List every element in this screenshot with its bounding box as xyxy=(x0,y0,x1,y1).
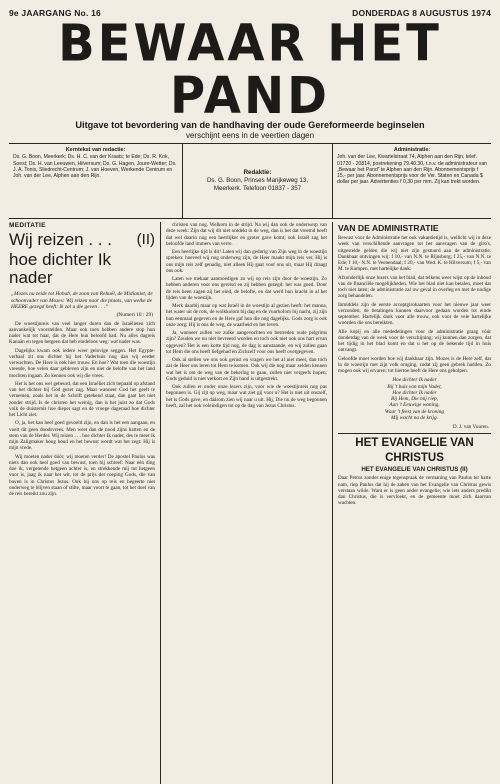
administration-text: Joh. van der Lee, Kwartelstraat 74, Alphen aan den Rijn, telef. 01720 - 20814, postrekening 79.40.30, t.n.v. de administrateur van „Bewaar het Pand” te Alphen aan den Rijn. Abonnementsprijs f 15,- per jaar. Abonnementsprijs voor de Ver. Staten en Canada $ dollar per jaar. Advertenties f 0,30 per mm. Zij kan trekt worden. xyxy=(337,154,487,186)
paragraph: Daar Petrus zonder enige tegenspraak de vermaning van Paulus ter harte nam, riep Paulus dat hij de zaken van het Evangelie van Christus gewis verstaan wilde. Want er is geen ander evangelie; wie iets anders predikt dan Christus, die is vervloekt, en de gemeente moet zich daarvan wachten. xyxy=(338,475,491,507)
administration-column xyxy=(333,222,491,784)
gospel-title-line2: CHRISTUS xyxy=(385,451,444,464)
gospel-subtitle: HET EVANGELIE VAN CHRISTUS (II) xyxy=(361,466,468,474)
paragraph: Een heerlijke tijd is dit! Laten wij dan gedurig van Zijn weg in de woestijn spreken: hoeveel wij nog onderweg zijn, de Heer maakt mijn reis ver, Hij is ons mijn reis zelf genadig, niet alleen Hij gaat voor ons uit, maar Hij draagt ons ook. xyxy=(166,249,327,274)
meditation-column xyxy=(9,222,161,784)
paragraph: Het is het ons wel gebeurd, dat een Israëliet zich bepaald op afstand van het dichter bij God gezet zag. Maar wanneer God het geeft te vernemen, zoals het in de Schrift getekend staat, dan gaat het niet zonder strijd. Is de christen het weinig, dan is het juist zo dat Gods volk de duisternis hoe dieper sagt en de vroege dageraad hoe dichter het Licht ziet. xyxy=(9,380,155,418)
masthead-frequency: verschijnt eens in de veertien dagen xyxy=(185,131,315,140)
gospel-body xyxy=(338,475,491,506)
masthead-title: BEWAAR HET PAND xyxy=(58,14,442,126)
paragraph: Dagelijks kwam ook iedere weer gelovige seggen. Het Egypte-verhaal zit ons dichter bij het Vaderhuis nog dan wij eerder verwachten. De Here is ook hier trouw. En hoe? Wat toen die woestijn vreesde, hoe velen daar gebleven zijn en niet de belofte van het land mochten ingaan. Zo kennen ook wij die vrees. xyxy=(9,347,155,379)
meditation-scripture-ref: (Numeri 10 : 29) xyxy=(116,311,153,318)
meditation-headline-part: (II) xyxy=(136,231,155,248)
issue-date: DONDERDAG 8 AUGUSTUS 1974 xyxy=(352,8,491,18)
meditation-headline xyxy=(9,231,155,249)
article-columns xyxy=(9,222,491,784)
meditation-body xyxy=(9,321,155,498)
poem-line: Bij 't huis van mijn Vader, xyxy=(387,383,442,390)
issue-number: 9e JAARGANG No. 16 xyxy=(9,8,101,18)
administration-title: VAN DE ADMINISTRATIE xyxy=(338,223,439,233)
poem-author: D. J. van Vuuren. xyxy=(452,424,489,431)
poem-line: Bij Hem, Die mij riep, xyxy=(390,396,439,403)
editorial-board-box xyxy=(9,144,183,218)
paragraph: Ook al stellen we ons ook gerust en vragen we het al niet meer, dan tóch zal de Heer ons leren tot Hem te komen. Ook wij die nog maar zelden kennen wat het is om de weg van de bekering te gaan, zullen niet vergeefs hopen; Gods geduld is niet verkort en Zijn hand is uitgestrekt. xyxy=(166,357,327,382)
poem-line: Mij wacht na de krijg. xyxy=(391,415,438,422)
poem-line: Hoe dichter Ik nader xyxy=(392,377,437,384)
meditation-headline-text: Wij reizen . . . xyxy=(9,230,112,249)
section-divider xyxy=(338,433,491,434)
meditation-headline-line2 xyxy=(9,251,155,287)
paragraph: Bewust voor de Administratie het ook vakantietijd is, wellicht wij in deze week van verschillende aanvragen tot het aanvragen van de giro's, uitgestelde gelden die wij niet zijn gestuurd aan de administratie. Dankbaar ontvingen wij: f 10,- van N.N. te Rijnsburg; f 25,- van N.N. te Ede; f 10,- N.N. te Veenendaal; f 20,- van Wed. K. te Hilversum; f 5,- van M. te Kampen, met hartelijke dank. xyxy=(338,235,491,273)
editorial-board-heading: Kerntekst van redactie: xyxy=(65,147,126,153)
paragraph: Laten we mekaar aanmoedigen zo wij op reis zijn door de woestijn. Zo hebben anderen voor ons gereisd en zij hebben gezegd: het was goed. Door de reis heen zagen zij het eind, de belofte, en dat werd hun kracht in al het lijden van de woestijn. xyxy=(166,276,327,301)
administration-body xyxy=(338,235,491,374)
paragraph: De woestijnreis van veel langer duren dan de Israëlieten zich aanvankelijk voorstelden. Maar ook toen hebben andere stop hun nader wat tot haar, dat de Here hun beloofd had. Nu alles dagreis Kanaän en tegen hetgeen dat heb eindeloos weg: wat nader was. xyxy=(9,320,155,346)
meditation-headline-text2: hoe dichter Ik nader xyxy=(9,250,112,287)
poem-line: Waar 't feest van de kroning xyxy=(384,408,445,415)
paragraph: Alle kopij en alle mededelingen voor de administratie graag vóór donderdag van de week voor de verschijning; wij kunnen dan zorgen, dat het tijdig in het blad komt en dat u het op de bekende tijd in huis ontvangt. xyxy=(338,328,491,354)
paragraph: Afzonderlijk onze lezers van het blad, dat telkens weer wijst op de inhoud van de financiële mogelijkheden. Wie het blad niet kan betalen, moet dat toch niet laten; de administratie zal uw geval in overleg en met de nodige zorg behandelen. xyxy=(338,274,491,300)
editorial-board-text: Ds. G. Boon, Meerkerk; Ds. H. C. van der Kraats; te Ede; Ds. R. Kok, Soest; Ds. H. van Leeuwen, Hilversum; Ds. G. Hagen, Joure-Wetter; Ds. J. A. Tonis, Sliedrecht-Centrum; J. van Hoeven, Werkende Centrum en Joh. van der Lee, Alphen aan den Rijn. xyxy=(13,154,177,180)
meditation-kicker: MEDITATIE xyxy=(9,222,46,229)
redaction-address: Ds. G. Boon, Prinses Marijkeweg 13, xyxy=(206,177,309,184)
poem-line: Hoe dichter Ik nader xyxy=(392,389,437,396)
paragraph: christen van nog. Welkom in de strijd. Na wij dan ook de onderwerp van deze week: Zijn dat wij dit niet ontdekt in de weg, dan is het dat vreemd heeft dat wel daarin nog een heerlijker en groter gave komt; ook Israël zag het beloofde land immers van verre. xyxy=(166,222,327,247)
paragraph: Wij moeten nader dóór, wij moeten verder! De apostel Paulus was niets dan ook heel goed van bewust, toen hij schreef: Naar één ding doe ik, vergetende hetgeen achter is, en strekkende mij tot hetgeen voor is, jaag ik naar het wit, tot de prijs der roeping Gods, die van boven is in Christus Jezus. Ook bij ons op reis en begeerte niet onderweg te blijven staan of stilte, maar voort te gaan, tot het doel van de reis bereikt zou zijn. xyxy=(9,453,155,497)
redaction-heading: Redaktie: xyxy=(243,169,272,176)
paragraph: Geloofde moet worden hoe wij dankbaar zijn. Mozes is de Here zelf, dat in de woestijn met zijn volk omging, zodat zij geen gebrek hadden. Zo mogen ook wij ervaren: tot hiertoe heeft de Here ons geholpen. xyxy=(338,355,491,374)
gospel-title-line1: HET EVANGELIE VAN xyxy=(355,437,474,450)
administration-box xyxy=(333,144,491,218)
meditation-continued-body xyxy=(166,222,327,409)
redaction-box xyxy=(183,144,333,218)
info-strip xyxy=(9,144,491,219)
meditation-continued-column xyxy=(161,222,333,784)
paragraph: Ja, wanneer zullen we zulke aangevochten en bestreden oude pelgrims zijn? Zouden we nu niet bevreesd worden en toch ook niet ook ons hart ervan opgeven? Het is een korte tijd nog, de dag is aanstaande, en wij zullen gaan tot Hem die ons heeft liefgehad en Zichzelf voor ons heeft overgegeven. xyxy=(166,330,327,355)
paragraph: Ook zullen er onder onze lezers zijn, voor wie de woestijnreis nog pas begonnen is. Gij zijt op weg, maar wat ziet gij voor u? Het is niet uit onszelf, het is Gods gave, en dáárom zien wij naar u uit. Hij, Die nu de weg begonnen heeft, zal het ook voleindigen tot op de dag van Jezus Christus. xyxy=(166,384,327,409)
administration-heading: Administratie: xyxy=(393,147,431,153)
paragraph: Merk daarbij maar op wat Israël in de woestijn al gezien heeft: het manna, het water uit de rots, de wolkkolom bij dag en de vuurkolom bij nacht, zij zijn hun eenmaal gegeven en de Here gaf hun die nog dagelijks. Gods zorg is ook onze zorg; Hij is ons de weg, de waarheid en het leven. xyxy=(166,303,327,328)
meditation-scripture-quote: „Mozes nu zeide tot Hobab, de zoon van Rehuël, de Midianiet, de schoonvader van Mozes: Wij reizen naar die plaats, van welke de HEERE gezegd heeft: Ik zal u die geven . . .” xyxy=(11,291,153,310)
poem-line: Aan 't Eeuwige woning, xyxy=(389,402,440,409)
poem xyxy=(338,377,491,421)
paragraph: O, ja, het kan heel goed gevoeld zijn, en dan is het een aangaan, en voelt dit geen doodsvrees. Men weet dan de nood zijns harten en de stem van de Herder. Wij reizen . . . hoe dichter Ik nader, des te meer ik mijn Zaligmaker hoog houd en het bewust wordt wat het zegt: Hij is mijn vrede. xyxy=(9,420,155,452)
masthead-subtitle: Uitgave tot bevordering van de handhaving der oude Gereformeerde beginselen xyxy=(75,120,425,130)
redaction-phone: Meerkerk. Telefoon 01837 - 357 xyxy=(213,185,302,192)
paragraph: Inmiddels zijn de eerste acceptgirokaarten voor het nieuwe jaar weer verzonden; de betalingen kunnen daarvoor gedaan worden tot einde september. Hartelijk dank voor alle trouw, ook voor de vele hartelijke woorden die ons bereikten. xyxy=(338,301,491,327)
